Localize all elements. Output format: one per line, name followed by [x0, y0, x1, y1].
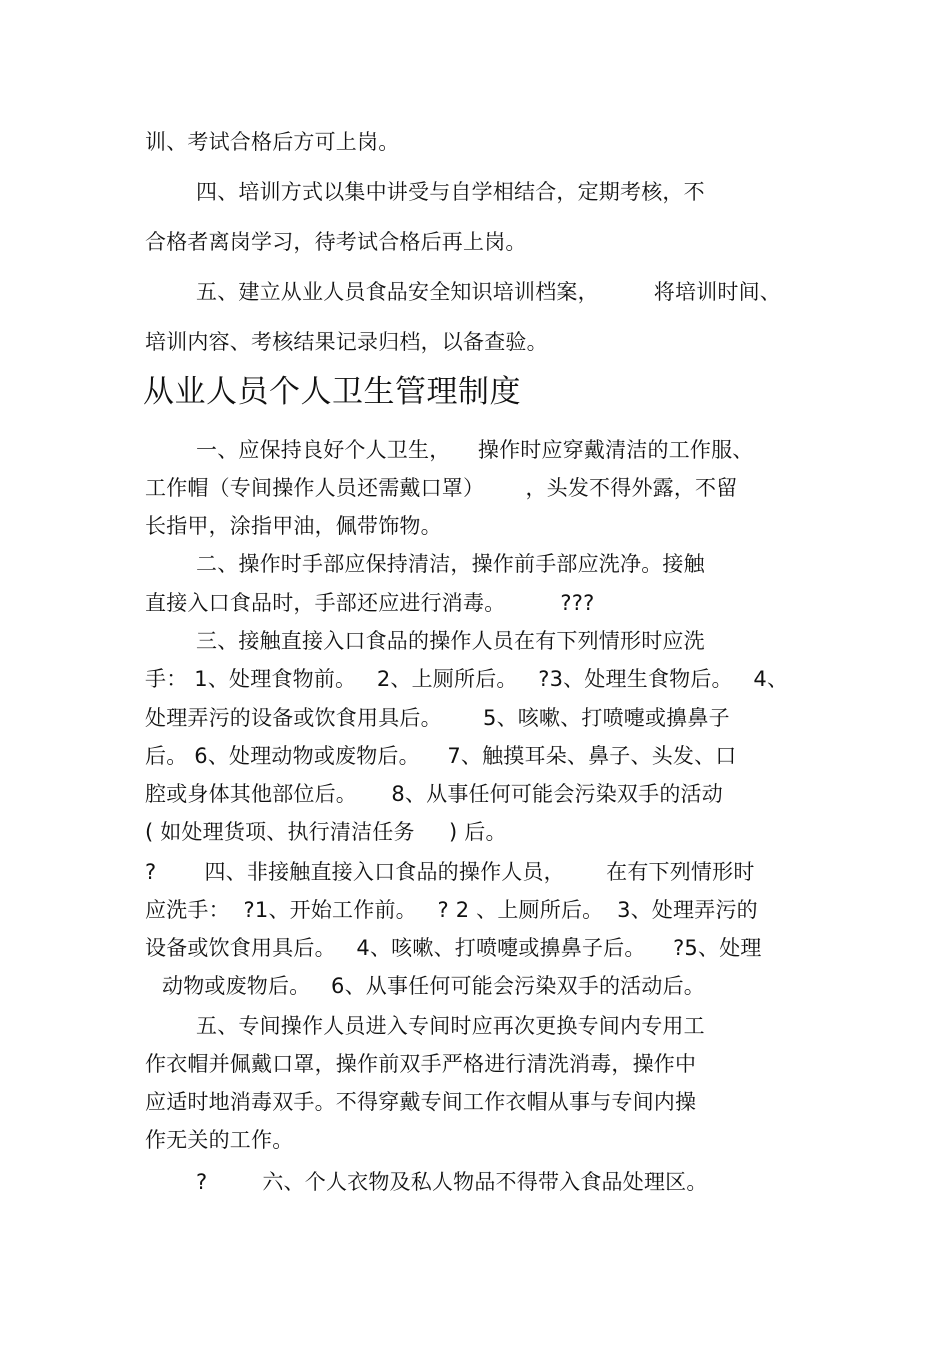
section-title: 从业人员个人卫生管理制度 [143, 374, 521, 410]
text-line: 三、接触直接入口食品的操作人员在有下列情形时应洗 [196, 629, 705, 653]
text-line: 动物或废物后。 6、从事任何可能会污染双手的活动后。 [162, 974, 705, 998]
text-line: 手： 1、处理食物前。 2、上厕所后。 ?3、处理生食物后。 4、 [145, 667, 789, 691]
text-line: ? 六、个人衣物及私人物品不得带入食品处理区。 [196, 1170, 708, 1194]
text-line: 应洗手： ?1、开始工作前。 ? 2 、上厕所后。 3、处理弄污的 [145, 898, 758, 922]
text-line: 设备或饮食用具后。 4、咳嗽、打喷嚏或擤鼻子后。 ?5、处理 [145, 936, 762, 960]
text-line: 一、应保持良好个人卫生， 操作时应穿戴清洁的工作服、 [196, 438, 754, 462]
text-line: 培训内容、考核结果记录归档，以备查验。 [145, 330, 548, 354]
text-line: ? 四、非接触直接入口食品的操作人员， 在有下列情形时 [145, 860, 755, 884]
text-line: 作衣帽并佩戴口罩，操作前双手严格进行清洗消毒，操作中 [145, 1052, 697, 1076]
text-line: 训、考试合格后方可上岗。 [145, 130, 400, 154]
text-line: 作无关的工作。 [145, 1128, 294, 1152]
text-line: 合格者离岗学习，待考试合格后再上岗。 [145, 230, 527, 254]
text-line: 工作帽（专间操作人员还需戴口罩） ，头发不得外露，不留 [145, 476, 738, 500]
text-line: ( 如处理货项、执行清洁任务 ) 后。 [145, 820, 507, 844]
text-line: 后。 6、处理动物或废物后。 7、触摸耳朵、鼻子、头发、口 [145, 744, 737, 768]
text-line: 五、建立从业人员食品安全知识培训档案， 将培训时间、 [196, 280, 781, 304]
text-line: 长指甲，涂指甲油，佩带饰物。 [145, 514, 442, 538]
text-line: 二、操作时手部应保持清洁，操作前手部应洗净。接触 [196, 552, 705, 576]
text-line: 四、培训方式以集中讲受与自学相结合，定期考核，不 [196, 180, 705, 204]
text-line: 应适时地消毒双手。不得穿戴专间工作衣帽从事与专间内操 [145, 1090, 697, 1114]
text-line: 处理弄污的设备或饮食用具后。 5、咳嗽、打喷嚏或擤鼻子 [145, 706, 730, 730]
text-line: 直接入口食品时，手部还应进行消毒。 ??? [145, 591, 595, 615]
text-line: 五、专间操作人员进入专间时应再次更换专间内专用工 [196, 1014, 705, 1038]
text-line: 腔或身体其他部位后。 8、从事任何可能会污染双手的活动 [145, 782, 723, 806]
